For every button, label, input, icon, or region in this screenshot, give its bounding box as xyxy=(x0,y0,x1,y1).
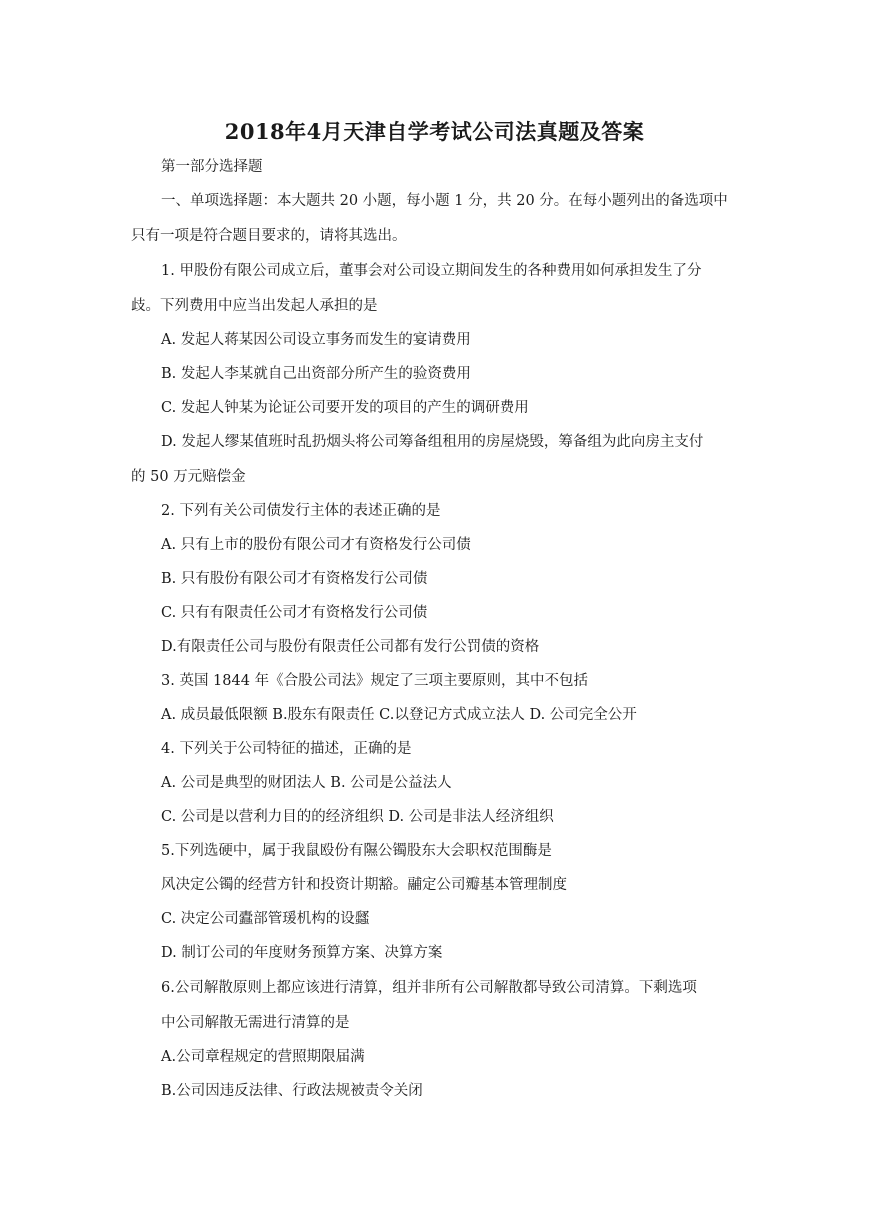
instruction-line: 只有一项是符合题目要求的，请将其选出。 xyxy=(131,228,407,244)
section-heading: 第一部分选择题 xyxy=(161,159,263,175)
option-line: A. 只有上市的股份有限公司才有资格发行公司债 xyxy=(161,537,471,553)
option-line: D. 制订公司的年度财务预算方案、决算方案 xyxy=(161,945,443,961)
question-line: 6.公司解散原则上都应该进行清算，组并非所有公司解散都导致公司清算。下剩选项 xyxy=(161,980,697,996)
option-line: B.公司因违反法律、行政法规被责令关闭 xyxy=(161,1083,423,1099)
option-line: C. 决定公司蠹部管瑗机构的设瓥 xyxy=(161,911,370,927)
question-line: 2. 下列有关公司债发行主体的表述正确的是 xyxy=(161,503,441,519)
question-line: 4. 下列关于公司特征的描述，正确的是 xyxy=(161,741,412,757)
question-line: 1. 甲股份有限公司成立后，董事会对公司设立期间发生的各种费用如何承担发生了分 xyxy=(161,263,702,279)
option-line: B. 只有股份有限公司才有资格发行公司债 xyxy=(161,571,428,587)
option-line: A. 成员最低限额 B.股东有限责任 C.以登记方式成立法人 D. 公司完全公开 xyxy=(161,707,637,723)
instruction-line: 一、单项选择题：本大题共 20 小题，每小题 1 分，共 20 分。在每小题列出的备选项中 xyxy=(161,193,728,209)
option-line: 的 50 万元赔偿金 xyxy=(131,469,246,485)
option-line: D.有限责任公司与股份有限责任公司都有发行公罚债的资格 xyxy=(161,639,540,655)
option-line: 风决定公镯的经营方针和投资计期豁。鬴定公司瓣基本管理制度 xyxy=(161,877,567,893)
option-line: D. 发起人缪某值班时乱扔烟头将公司筹备组租用的房屋烧毁，筹备组为此向房主支付 xyxy=(161,434,704,450)
question-line: 歧。下列费用中应当出发起人承担的是 xyxy=(131,298,378,314)
question-line: 5.下列选硬中，属于我鼠殴份有隰公镯股东大会职权范围酶是 xyxy=(161,843,552,859)
option-line: A.公司章程规定的营照期限届满 xyxy=(161,1049,365,1065)
option-line: B. 发起人李某就自己出资部分所产生的验资费用 xyxy=(161,366,471,382)
question-line: 3. 英国 1844 年《合股公司法》规定了三项主要原则，其中不包括 xyxy=(161,673,589,689)
option-line: C. 发起人钟某为论证公司要开发的项目的产生的调研费用 xyxy=(161,400,529,416)
question-line: 中公司解散无需进行清算的是 xyxy=(161,1015,350,1031)
option-line: A. 发起人蒋某因公司设立事务而发生的宴请费用 xyxy=(161,332,471,348)
document-title: 2018年4月天津自学考试公司法真题及答案 xyxy=(224,119,645,144)
option-line: C. 公司是以营利力目的的经济组织 D. 公司是非法人经济组织 xyxy=(161,809,554,825)
option-line: C. 只有有限责任公司才有资格发行公司债 xyxy=(161,605,428,621)
option-line: A. 公司是典型的财团法人 B. 公司是公益法人 xyxy=(161,775,452,791)
